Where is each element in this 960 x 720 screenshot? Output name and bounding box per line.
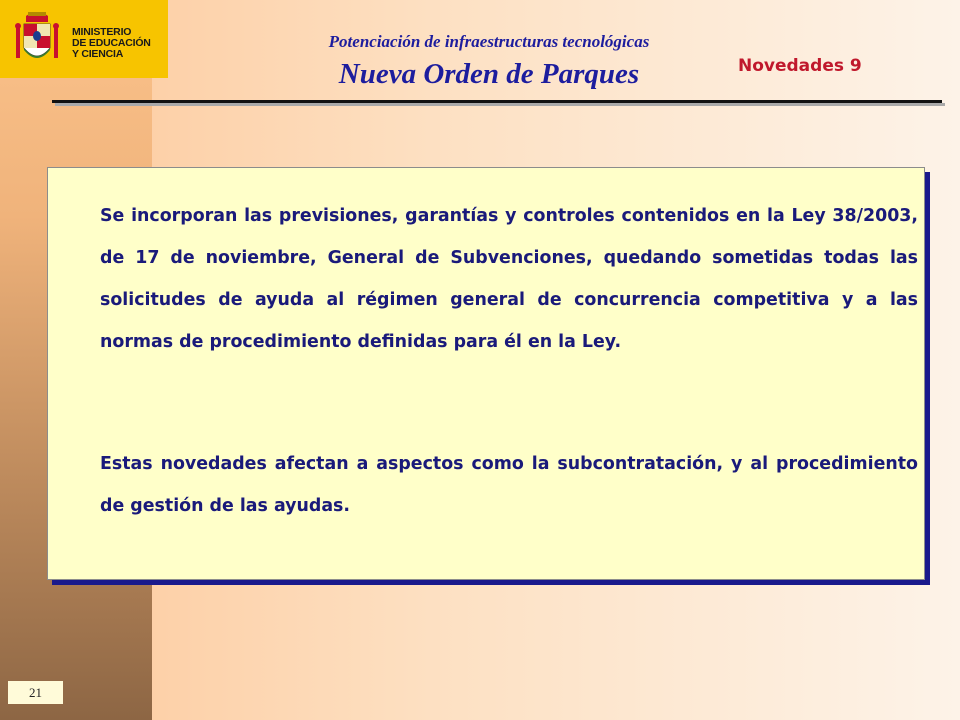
section-badge: Novedades 9	[738, 56, 862, 76]
ministry-line-1: MINISTERIO	[72, 26, 132, 38]
spain-coat-of-arms-icon	[12, 8, 62, 70]
page-number: 21	[8, 681, 63, 704]
ministry-line-2: DE EDUCACIÓN	[72, 37, 151, 49]
ministry-logo	[0, 0, 168, 78]
content-panel	[47, 167, 925, 580]
title-divider	[52, 100, 942, 103]
paragraph-2: Estas novedades afectan a aspectos como la subcontratación, y al procedimiento de gestión de las ayudas.	[100, 454, 918, 516]
paragraph-1: Se incorporan las previsiones, garantías y controles contenidos en la Ley 38/2003, de 17 de noviembre, General de Subvenciones, quedando sometidas todas las solicitudes de ayuda al régimen general de concurrencia competitiva y a las normas de procedimiento definidas para él en la Ley.	[100, 206, 918, 352]
slide-subtitle: Potenciación de infraestructuras tecnológicas	[328, 32, 650, 51]
ministry-name	[72, 27, 151, 60]
slide-title: Nueva Orden de Parques	[338, 58, 640, 90]
ministry-line-3: Y CIENCIA	[72, 48, 124, 60]
